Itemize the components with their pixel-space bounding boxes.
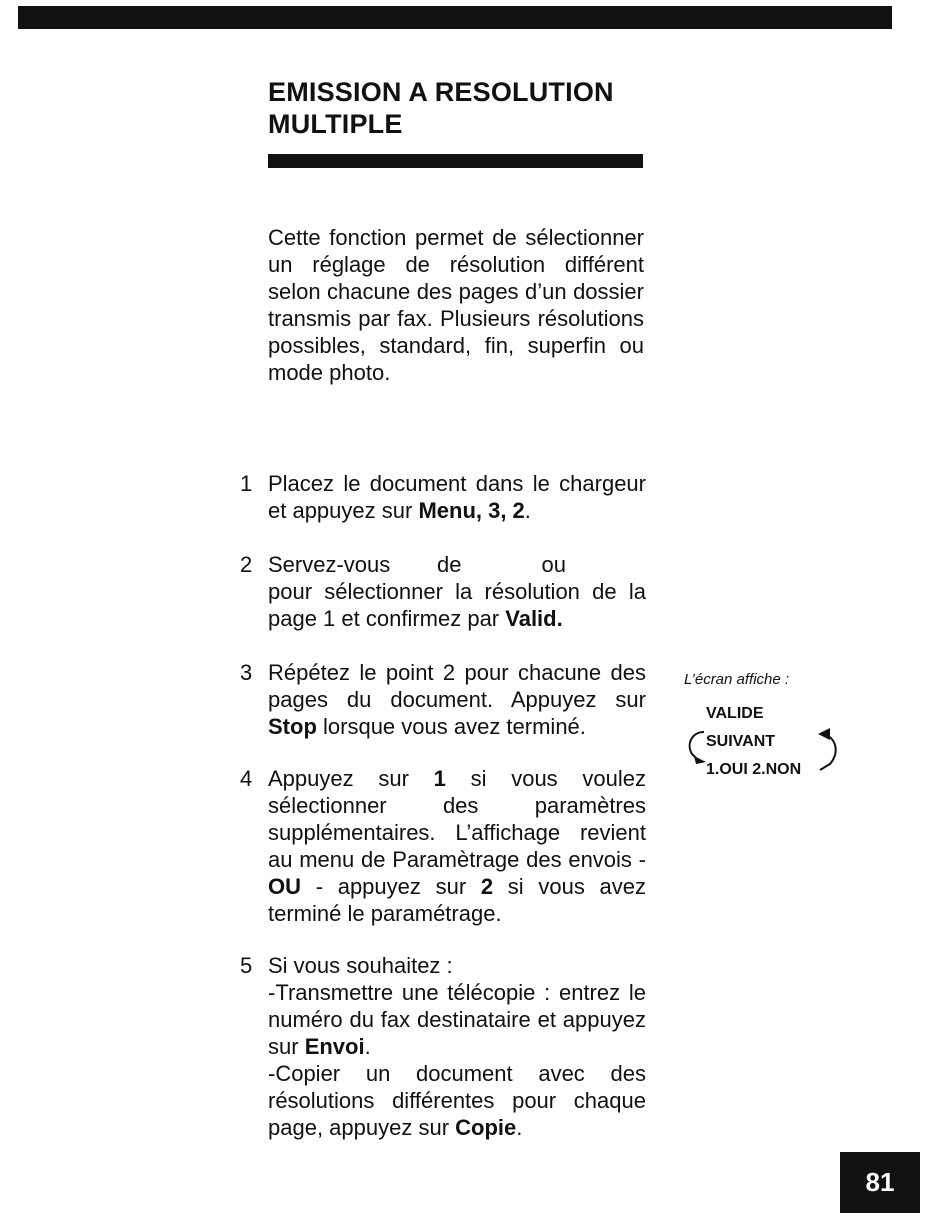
key-1: 1 — [433, 766, 446, 791]
title-line-1: EMISSION A RESOLUTION — [268, 77, 614, 107]
key-copie: Copie — [455, 1115, 517, 1140]
step-number: 1 — [240, 471, 253, 496]
step-1 — [240, 470, 646, 524]
step-text: si vous avez terminé le paramétrage. — [268, 874, 647, 926]
step-2 — [240, 551, 646, 632]
step-text: -Transmettre une télécopie : entrez le numéro du fax destinataire et appuyez sur — [268, 980, 646, 1059]
screen-line-oui-non: 1.OUI 2.NON — [706, 761, 802, 778]
screen-display-panel — [684, 670, 854, 778]
step-4 — [240, 765, 646, 927]
step-text: Appuyez sur — [268, 766, 434, 791]
step-number: 2 — [240, 552, 253, 577]
step-body — [268, 551, 646, 632]
key-envoi: Envoi — [304, 1034, 365, 1059]
step-body — [268, 659, 646, 740]
title-underline-bar — [268, 154, 643, 168]
step-text: ou — [541, 552, 566, 577]
screen-label: L’écran affiche : — [684, 671, 790, 688]
step-text: lorsque vous avez terminé. — [316, 714, 586, 739]
key-menu: Menu, 3, 2 — [418, 498, 525, 523]
step-text: . — [364, 1034, 371, 1059]
step-text: Répétez le point 2 pour chacune des pages du document. Appuyez sur — [268, 660, 646, 712]
step-body — [268, 765, 646, 927]
step-text: -Copier un document avec des résolutions différentes pour chaque page, appuyez sur — [268, 1061, 646, 1140]
page-number: 81 — [840, 1152, 920, 1213]
step-number: 5 — [240, 953, 253, 978]
step-text: Servez-vous de — [268, 552, 462, 577]
step-number: 4 — [240, 766, 253, 791]
step-5 — [240, 952, 646, 1141]
key-2: 2 — [480, 874, 494, 899]
title-line-2: MULTIPLE — [268, 109, 403, 139]
step-body — [268, 952, 646, 1141]
intro-paragraph: Cette fonction permet de sélectionner un réglage de résolution différent selon chacune des pages d’un dossier transmis par fax. Plusieurs résolutions possibles, standard, fin, superfin ou mode photo. — [268, 225, 644, 385]
step-number: 3 — [240, 660, 253, 685]
key-valid: Valid. — [505, 606, 563, 631]
screen-line-suivant: SUIVANT — [706, 733, 776, 750]
step-text: . — [516, 1115, 523, 1140]
step-text: - appuyez sur — [301, 874, 481, 899]
step-text: Placez le document dans le chargeur et appuyez sur — [268, 471, 646, 523]
step-text: si vous voulez sélectionner des paramètres supplémentaires. L’affichage revient au menu de Paramètrage des envois - — [268, 766, 646, 872]
step-text: Si vous souhaitez : — [268, 953, 453, 978]
page-title — [268, 76, 688, 140]
key-stop: Stop — [268, 714, 317, 739]
step-text: pour sélectionner la résolution de la page 1 et confirmez par — [268, 579, 646, 631]
step-body — [268, 470, 646, 524]
step-text: . — [524, 498, 531, 523]
screen-line-valide: VALIDE — [706, 705, 764, 722]
header-rule — [18, 6, 892, 29]
or-label: OU — [268, 874, 301, 899]
step-3 — [240, 659, 646, 740]
